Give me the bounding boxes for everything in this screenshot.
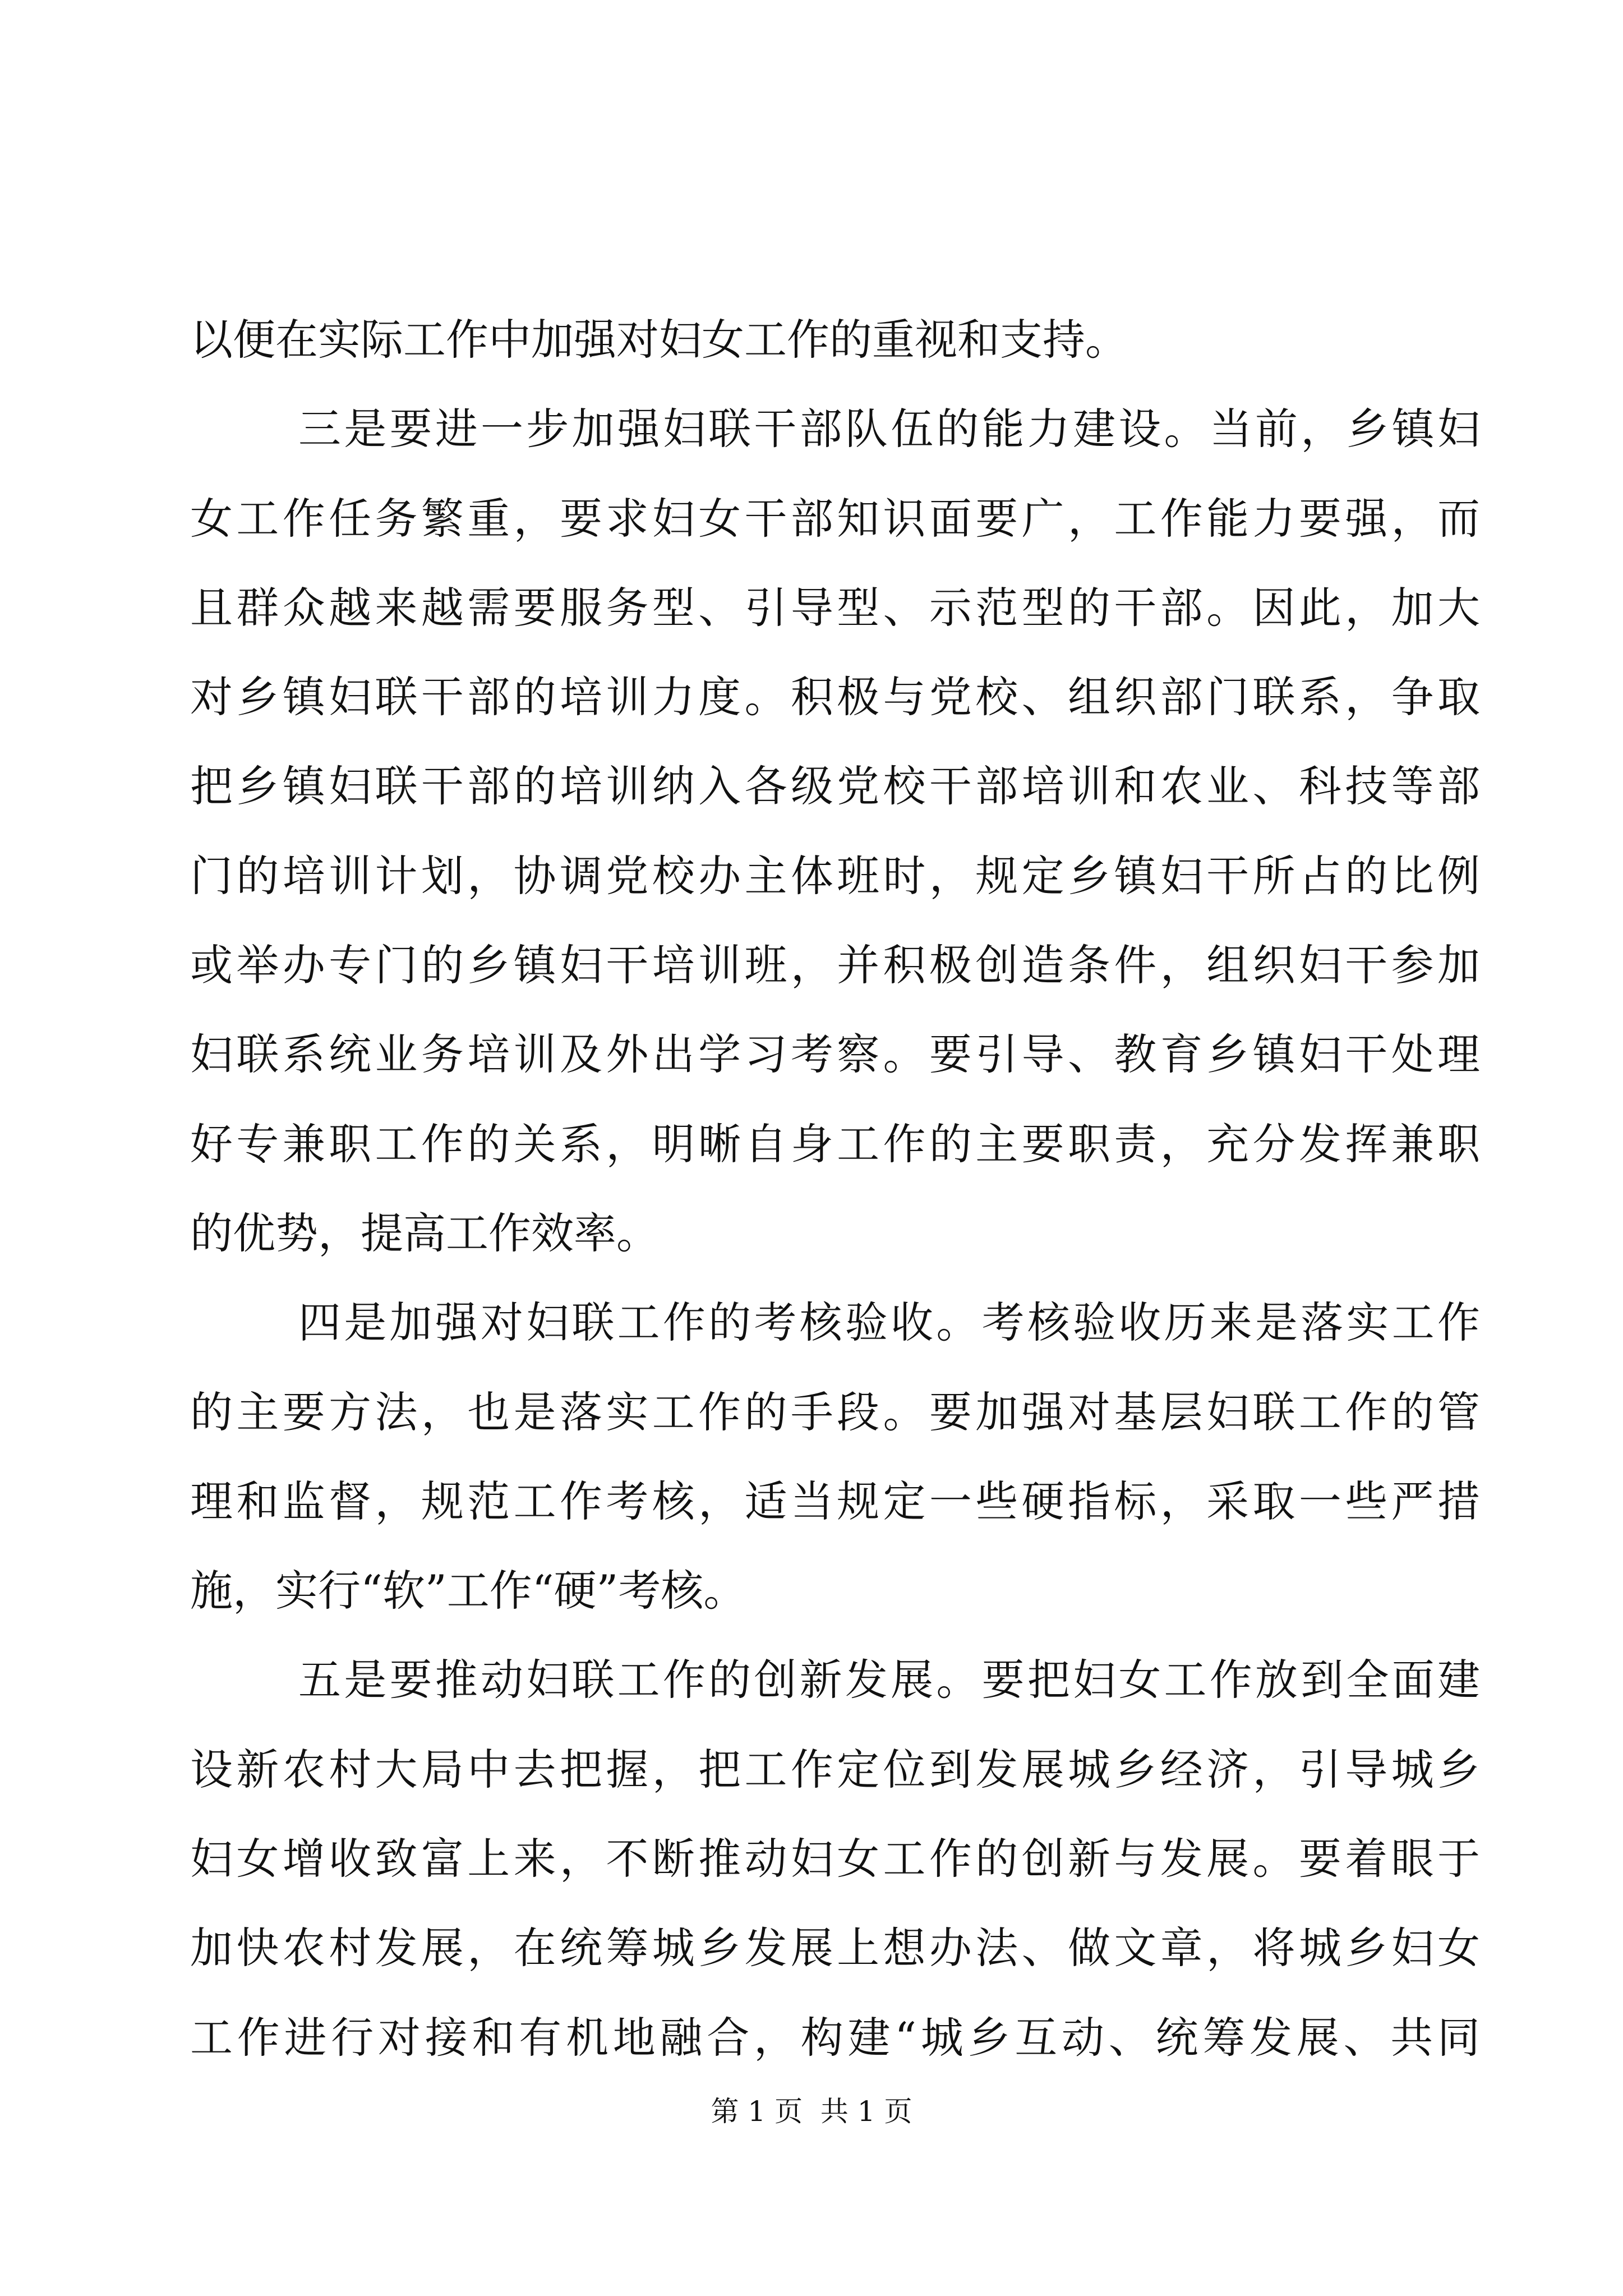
text-line: 以便在实际工作中加强对妇女工作的重视和支持。 (190, 315, 1128, 365)
text-line: 工作进行对接和有机地融合，构建“城乡互动、统筹发展、共同 (190, 2012, 1480, 2063)
page-footer: 第 1 页 共 1 页 (711, 2095, 912, 2128)
text-line: 三是要进一步加强妇联干部队伍的能力建设。当前，乡镇妇 (298, 404, 1480, 454)
text-line: 五是要推动妇联工作的创新发展。要把妇女工作放到全面建 (298, 1655, 1480, 1705)
text-line: 施，实行“软”工作“硬”考核。 (190, 1566, 746, 1616)
text-line: 的主要方法，也是落实工作的手段。要加强对基层妇联工作的管 (190, 1387, 1480, 1437)
text-line: 四是加强对妇联工作的考核验收。考核验收历来是落实工作 (298, 1297, 1480, 1348)
text-line: 加快农村发展，在统筹城乡发展上想办法、做文章，将城乡妇女 (190, 1923, 1480, 1973)
text-line: 门的培训计划，协调党校办主体班时，规定乡镇妇干所占的比例 (190, 850, 1480, 901)
text-line: 或举办专门的乡镇妇干培训班，并积极创造条件，组织妇干参加 (190, 940, 1480, 991)
text-line: 的优势，提高工作效率。 (190, 1208, 659, 1258)
document-body (190, 295, 1480, 2082)
text-line: 对乡镇妇联干部的培训力度。积极与党校、组织部门联系，争取 (190, 672, 1480, 723)
text-line: 好专兼职工作的关系，明晰自身工作的主要职责，充分发挥兼职 (190, 1119, 1480, 1169)
text-line: 妇女增收致富上来，不断推动妇女工作的创新与发展。要着眼于 (190, 1834, 1480, 1884)
text-line: 理和监督，规范工作考核，适当规定一些硬指标，采取一些严措 (190, 1476, 1480, 1526)
text-line: 妇联系统业务培训及外出学习考察。要引导、教育乡镇妇干处理 (190, 1029, 1480, 1080)
text-line: 设新农村大局中去把握，把工作定位到发展城乡经济，引导城乡 (190, 1744, 1480, 1795)
text-line: 把乡镇妇联干部的培训纳入各级党校干部培训和农业、科技等部 (190, 761, 1480, 812)
text-line: 且群众越来越需要服务型、引导型、示范型的干部。因此，加大 (190, 582, 1480, 633)
text-line: 女工作任务繁重，要求妇女干部知识面要广，工作能力要强，而 (190, 493, 1480, 544)
